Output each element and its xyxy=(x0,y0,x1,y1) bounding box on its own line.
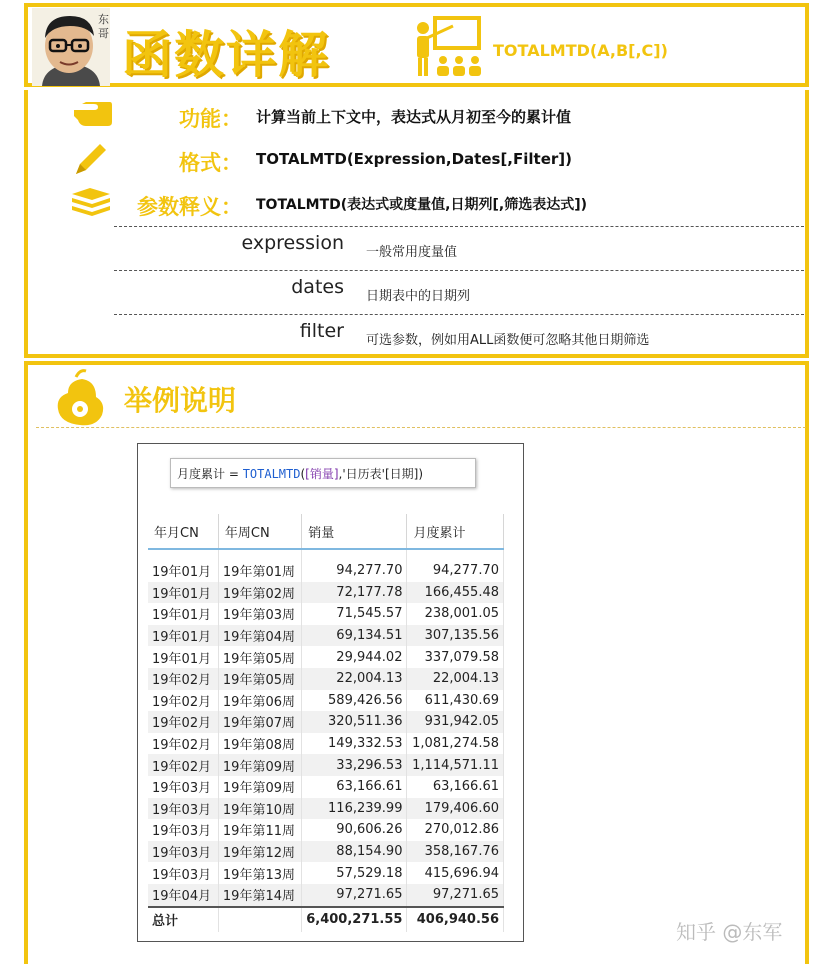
table-row xyxy=(148,884,504,907)
param-desc: 一般常用度量值 xyxy=(366,245,458,260)
table-cell: 19年第01周 xyxy=(218,560,301,582)
table-row xyxy=(148,560,504,582)
table-cell: 19年02月 xyxy=(148,668,218,690)
table-row xyxy=(148,603,504,625)
table-cell: 19年03月 xyxy=(148,841,218,863)
table-cell: 22,004.13 xyxy=(407,668,504,690)
table-cell: 415,696.94 xyxy=(407,862,504,884)
formula-table-ref: '日历表'[日期] xyxy=(342,467,419,481)
table-cell: 57,529.18 xyxy=(302,862,407,884)
table-cell: 33,296.53 xyxy=(302,754,407,776)
table-cell: 90,606.26 xyxy=(302,819,407,841)
table-row xyxy=(148,776,504,798)
divider xyxy=(36,427,806,428)
pencil-icon xyxy=(72,140,110,178)
table-cell: 94,277.70 xyxy=(407,560,504,582)
table-cell: 22,004.13 xyxy=(302,668,407,690)
books-icon xyxy=(70,186,112,220)
table-cell: 19年第04周 xyxy=(218,625,301,647)
function-signature: TOTALMTD(A,B[,C]) xyxy=(493,41,668,60)
table-cell: 63,166.61 xyxy=(302,776,407,798)
table-cell: 19年第11周 xyxy=(218,819,301,841)
table-cell xyxy=(218,907,301,932)
column-header[interactable]: 月度累计 xyxy=(407,514,504,549)
table-cell: 94,277.70 xyxy=(302,560,407,582)
table-cell: 19年01月 xyxy=(148,560,218,582)
table-cell: 19年第14周 xyxy=(218,884,301,907)
table-cell: 179,406.60 xyxy=(407,798,504,820)
table-cell: 166,455.48 xyxy=(407,582,504,604)
table-row xyxy=(148,582,504,604)
table-cell: 19年第05周 xyxy=(218,646,301,668)
param-row-dates xyxy=(114,270,804,315)
table-cell: 931,942.05 xyxy=(407,711,504,733)
table-body xyxy=(148,549,504,907)
table-cell: 611,430.69 xyxy=(407,690,504,712)
formula-column: [销量] xyxy=(305,467,339,481)
avatar-caption: 东 哥 xyxy=(98,13,109,40)
table-cell: 19年第06周 xyxy=(218,690,301,712)
table-cell: 19年03月 xyxy=(148,776,218,798)
table-cell: 270,012.86 xyxy=(407,819,504,841)
formula-paren: ) xyxy=(418,467,424,481)
table-cell: 19年02月 xyxy=(148,733,218,755)
table-cell: 19年第09周 xyxy=(218,754,301,776)
column-header[interactable]: 销量 xyxy=(302,514,407,549)
format-value: TOTALMTD(Expression,Dates[,Filter]) xyxy=(256,150,572,168)
table-cell: 1,081,274.58 xyxy=(407,733,504,755)
table-cell: 149,332.53 xyxy=(302,733,407,755)
table-cell: 19年01月 xyxy=(148,582,218,604)
table-cell: 19年02月 xyxy=(148,711,218,733)
example-panel xyxy=(24,361,809,964)
table-cell: 6,400,271.55 xyxy=(302,907,407,932)
table-cell: 19年03月 xyxy=(148,798,218,820)
table-cell: 19年02月 xyxy=(148,690,218,712)
watermark: 知乎 @东军 xyxy=(676,920,783,944)
table-row xyxy=(148,711,504,733)
table-cell: 72,177.78 xyxy=(302,582,407,604)
formula-bar xyxy=(170,458,476,488)
page-title: 函数详解 xyxy=(122,25,330,84)
table-row xyxy=(148,668,504,690)
table-cell: 19年第07周 xyxy=(218,711,301,733)
table-cell: 29,944.02 xyxy=(302,646,407,668)
table-cell: 238,001.05 xyxy=(407,603,504,625)
table-cell: 19年03月 xyxy=(148,819,218,841)
column-header[interactable]: 年月CN xyxy=(148,514,218,549)
formula-separator: , xyxy=(338,467,343,481)
formula-paren: ( xyxy=(300,467,306,481)
table-row xyxy=(148,798,504,820)
table-total-row xyxy=(148,907,504,932)
table-row xyxy=(148,690,504,712)
table-cell: 589,426.56 xyxy=(302,690,407,712)
table-cell: 19年03月 xyxy=(148,862,218,884)
table-row xyxy=(148,819,504,841)
table-cell: 97,271.65 xyxy=(302,884,407,907)
table-cell: 116,239.99 xyxy=(302,798,407,820)
formula-function: TOTALMTD xyxy=(242,467,301,481)
params-label: 参数释义： xyxy=(137,195,242,219)
table-cell: 19年第10周 xyxy=(218,798,301,820)
table-cell: 19年第02周 xyxy=(218,582,301,604)
table-cell: 71,545.57 xyxy=(302,603,407,625)
table-cell: 63,166.61 xyxy=(407,776,504,798)
param-row-expression xyxy=(114,226,804,271)
column-header[interactable]: 年周CN xyxy=(218,514,301,549)
table-cell: 19年第03周 xyxy=(218,603,301,625)
pointing-hand-icon xyxy=(72,102,112,128)
table-cell: 358,167.76 xyxy=(407,841,504,863)
table-cell: 19年04月 xyxy=(148,884,218,907)
table-row xyxy=(148,646,504,668)
table-cell: 19年第12周 xyxy=(218,841,301,863)
table-cell: 19年01月 xyxy=(148,625,218,647)
table-cell: 19年01月 xyxy=(148,603,218,625)
table-cell: 337,079.58 xyxy=(407,646,504,668)
table-cell: 总计 xyxy=(148,907,218,932)
table-row xyxy=(148,754,504,776)
param-desc: 可选参数，例如用ALL函数便可忽略其他日期筛选 xyxy=(366,333,650,348)
header-banner xyxy=(24,3,809,87)
table-cell: 320,511.36 xyxy=(302,711,407,733)
params-value: TOTALMTD(表达式或度量值,日期列[,筛选表达式]) xyxy=(256,197,588,213)
table-cell: 19年第09周 xyxy=(218,776,301,798)
format-label: 格式： xyxy=(179,151,242,175)
table-cell: 19年02月 xyxy=(148,754,218,776)
param-name: filter xyxy=(299,320,344,342)
table-spacer xyxy=(148,549,504,560)
table-cell: 19年第08周 xyxy=(218,733,301,755)
formula-measure: 月度累计 = xyxy=(177,467,243,481)
param-row-filter xyxy=(114,314,804,359)
table-cell: 19年第13周 xyxy=(218,862,301,884)
param-name: expression xyxy=(241,232,344,254)
table-cell: 19年第05周 xyxy=(218,668,301,690)
table-visual xyxy=(137,443,524,942)
example-title: 举例说明 xyxy=(124,384,237,417)
presenter-icon xyxy=(413,16,485,78)
table-row xyxy=(148,733,504,755)
param-desc: 日期表中的日期列 xyxy=(366,289,471,304)
data-table xyxy=(148,514,504,932)
function-label: 功能： xyxy=(179,107,242,131)
function-value: 计算当前上下文中，表达式从月初至今的累计值 xyxy=(256,108,572,126)
pear-icon xyxy=(52,369,110,427)
param-name: dates xyxy=(291,276,344,298)
table-cell: 69,134.51 xyxy=(302,625,407,647)
table-cell: 88,154.90 xyxy=(302,841,407,863)
table-cell: 19年01月 xyxy=(148,646,218,668)
table-cell: 406,940.56 xyxy=(407,907,504,932)
table-row xyxy=(148,625,504,647)
table-cell: 307,135.56 xyxy=(407,625,504,647)
table-cell: 97,271.65 xyxy=(407,884,504,907)
definition-panel xyxy=(24,90,809,358)
table-row xyxy=(148,862,504,884)
table-cell: 1,114,571.11 xyxy=(407,754,504,776)
table-header-row xyxy=(148,514,504,549)
table-row xyxy=(148,841,504,863)
